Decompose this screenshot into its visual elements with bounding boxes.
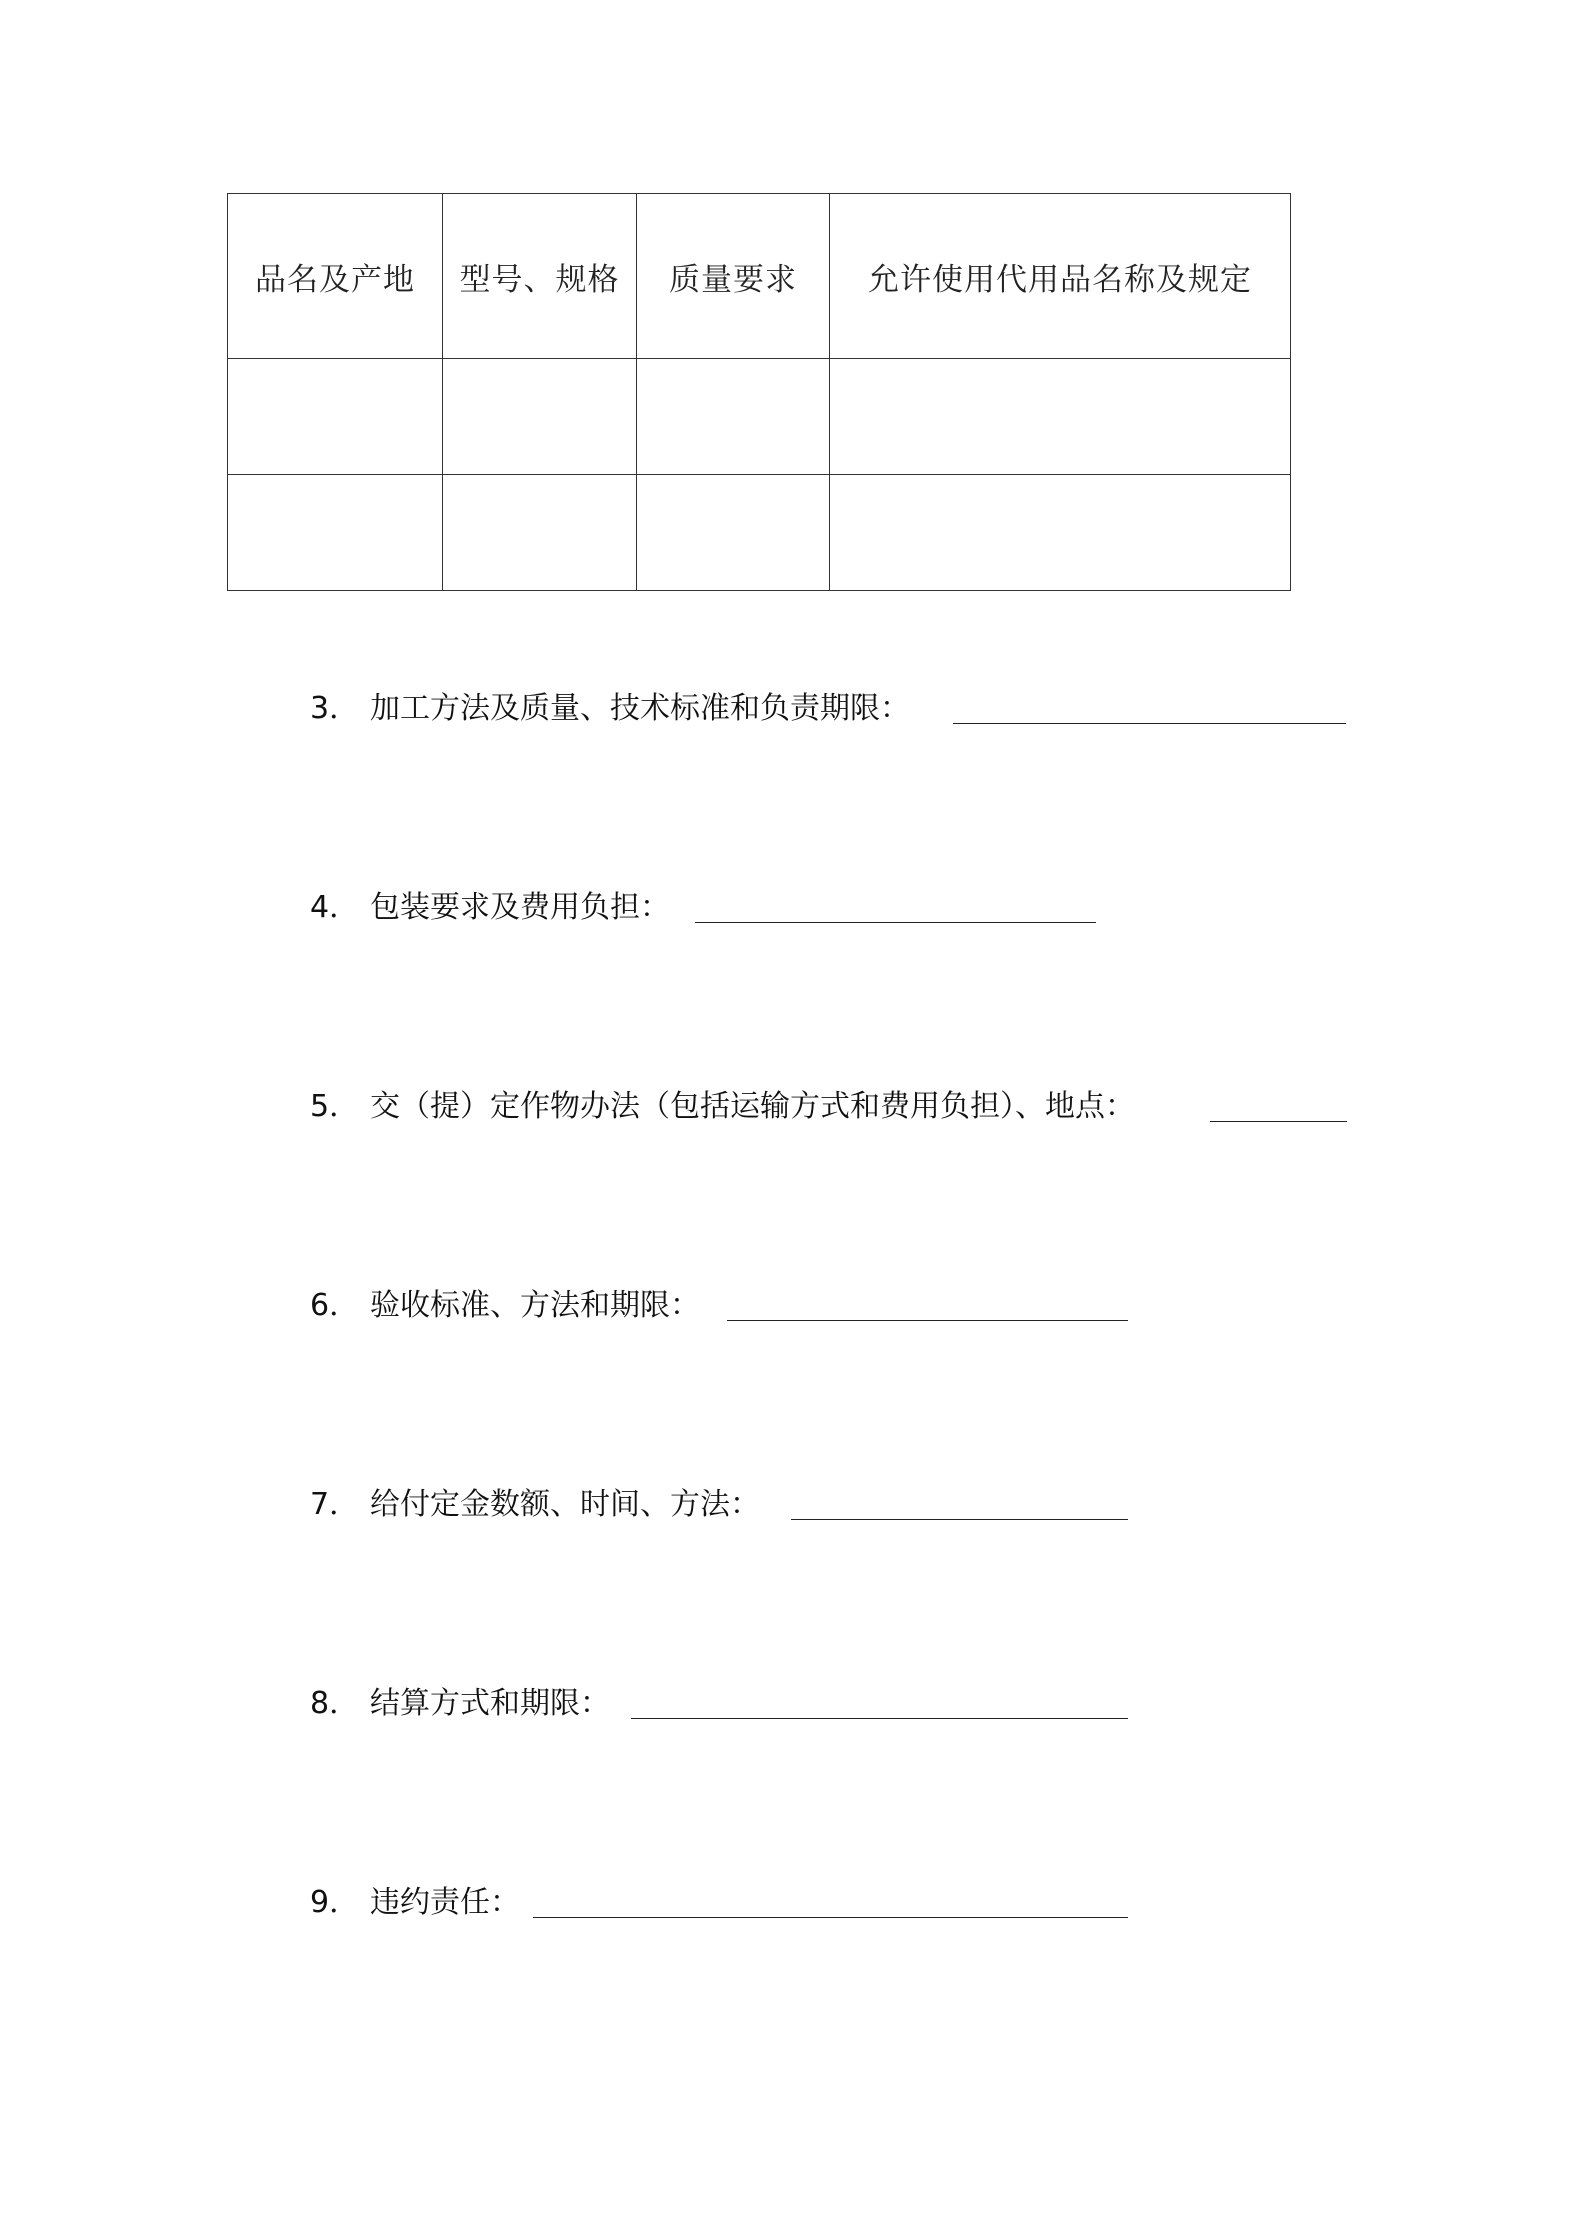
clause-deposit <box>310 1473 760 1523</box>
clause-number: 8． <box>310 1686 360 1721</box>
clause-packaging <box>310 876 670 926</box>
table-row <box>228 359 1291 475</box>
table-cell[interactable] <box>830 359 1291 475</box>
clause-delivery-method <box>310 1075 1135 1125</box>
clause-label: 结算方式和期限： <box>370 1686 610 1721</box>
clause-number: 9． <box>310 1885 360 1920</box>
header-product-origin: 品名及产地 <box>228 194 443 359</box>
clause-label: 交（提）定作物办法（包括运输方式和费用负担）、地点： <box>370 1089 1135 1124</box>
fill-in-blank-deposit[interactable] <box>791 1519 1128 1520</box>
specification-table <box>227 193 1291 591</box>
fill-in-blank-packaging[interactable] <box>695 922 1096 923</box>
clause-label: 包装要求及费用负担： <box>370 890 670 925</box>
header-quality-requirement: 质量要求 <box>637 194 830 359</box>
fill-in-blank-acceptance[interactable] <box>727 1320 1128 1321</box>
clause-number: 4． <box>310 890 360 925</box>
table-cell[interactable] <box>443 359 637 475</box>
clause-number: 3． <box>310 691 360 726</box>
header-model-spec: 型号、规格 <box>443 194 637 359</box>
table-cell[interactable] <box>228 359 443 475</box>
table-cell[interactable] <box>830 475 1291 591</box>
clause-label: 给付定金数额、时间、方法： <box>370 1487 760 1522</box>
fill-in-blank-processing-method[interactable] <box>953 723 1346 724</box>
clause-acceptance <box>310 1274 700 1324</box>
table-cell[interactable] <box>637 475 830 591</box>
clause-number: 5． <box>310 1089 360 1124</box>
table-cell[interactable] <box>228 475 443 591</box>
clause-number: 7． <box>310 1487 360 1522</box>
clause-number: 6． <box>310 1288 360 1323</box>
clause-label: 违约责任： <box>370 1885 520 1920</box>
clause-label: 加工方法及质量、技术标准和负责期限： <box>370 691 910 726</box>
table-header-row <box>228 194 1291 359</box>
clause-processing-method <box>310 677 910 727</box>
table-cell[interactable] <box>637 359 830 475</box>
clause-label: 验收标准、方法和期限： <box>370 1288 700 1323</box>
fill-in-blank-settlement[interactable] <box>631 1718 1128 1719</box>
table-row <box>228 475 1291 591</box>
clause-liability <box>310 1871 520 1921</box>
table-cell[interactable] <box>443 475 637 591</box>
fill-in-blank-liability[interactable] <box>533 1917 1128 1918</box>
header-substitute-rules: 允许使用代用品名称及规定 <box>830 194 1291 359</box>
clause-settlement <box>310 1672 610 1722</box>
fill-in-blank-delivery-method[interactable] <box>1210 1121 1347 1122</box>
